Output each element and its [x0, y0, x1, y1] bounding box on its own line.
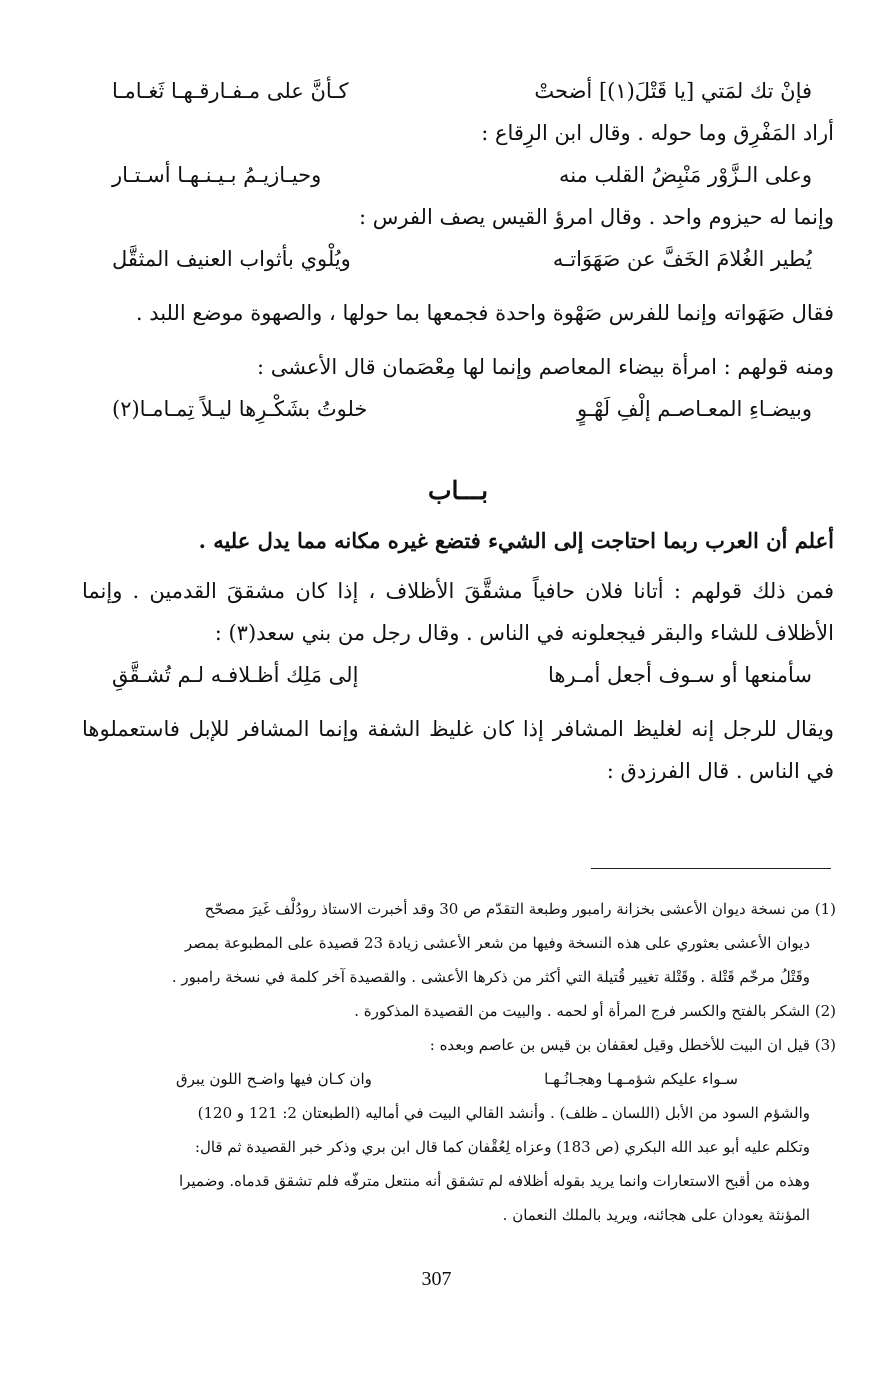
- paragraph: ويقال للرجل إنه لغليظ المشافر إذا كان غليظ الشفة وإنما المشافر للإبل فاستعملوها في الناس . قال الفرزدق :: [82, 717, 834, 783]
- verse-second-hemistich: وحيـازيـمُ بـيـنـهـا أسـتـار: [112, 163, 322, 187]
- footnote-3-line: (3) قيل ان البيت للأخطل وقيل لعقفان بن قيس بن عاصم وبعده :: [429, 1036, 836, 1054]
- footnote-verse: [84, 1062, 836, 1096]
- footnote-3-line: وتكلم عليه أبو عبد الله البكري (ص 183) وعزاه لِعُقْفان كما قال ابن بري وذكر خبر القصيدة ثم قال:: [194, 1138, 810, 1156]
- section-title: بـــاب: [427, 476, 489, 505]
- verse-first-hemistich: وبيضـاءِ المعـاصـم إلْفِ لَهْـوٍ: [576, 397, 812, 421]
- footnote-2: (2) الشكر بالفتح والكسر فرج المرأة أو لحمه . والبيت من القصيدة المذكورة .: [354, 1002, 836, 1020]
- verse-first-hemistich: سأمنعها أو سـوف أجعل أمـرها: [548, 663, 812, 687]
- footnotes: [84, 892, 836, 1232]
- verse-second-hemistich: خلوتُ بشَكْـرِها ليـلاً تِمـامـا(٢): [112, 397, 368, 421]
- main-text: [82, 70, 834, 792]
- verse-line: [82, 70, 834, 112]
- verse-first-hemistich: فإنْ تك لمَتي [يا قَتْلَ(١)] أضحتْ: [534, 79, 812, 103]
- footnote-separator: [591, 868, 831, 869]
- footnote-3-line: وهذه من أقبح الاستعارات وانما يريد بقوله أظلافه لم تشقق أنه منتعل مترفّه فلم تشقق قدماه. وضميرا: [178, 1172, 810, 1190]
- verse-second-hemistich: إلى مَلِك أظـلافـه لـم تُشـقَّقِ: [112, 663, 359, 687]
- text-line: أعلم أن العرب ربما احتاجت إلى الشيء فتضع غيره مكانه مما يدل عليه .: [198, 528, 834, 553]
- verse-first-hemistich: يُطير الغُلامَ الخَفَّ عن صَهَوَاتـه: [552, 247, 812, 271]
- page-number: 307: [421, 1268, 452, 1290]
- verse-first-hemistich: سـواء عليكم شؤمـهـا وهجـانُـهـا: [544, 1070, 738, 1088]
- footnote-3-line: المؤنثة يعودان على هجائنه، ويريد بالملك النعمان .: [502, 1206, 810, 1224]
- verse-line: [82, 238, 834, 280]
- footnote-1-line: وقَتْلُ مرخّم قَتْلة . وقَتْلة تغيير قُتيلة التي أكثر من ذكرها الأعشى . والقصيدة آخر كلمة في نسخة رامبور .: [171, 968, 810, 986]
- text-line: وإنما له حيزوم واحد . وقال امرؤ القيس يصف الفرس :: [358, 205, 834, 229]
- verse-line: [82, 388, 834, 430]
- footnote-1-line: ديوان الأعشى بعثوري على هذه النسخة وفيها من شعر الأعشى زيادة 23 قصيدة على المطبوعة بمصر: [184, 934, 810, 952]
- verse-second-hemistich: وان كـان فيها واضـح اللون يبرق: [176, 1070, 372, 1088]
- verse-first-hemistich: وعلى الـزَّوْر مَنْبِضُ القلب منه: [558, 163, 812, 187]
- verse-second-hemistich: كـأنَّ على مـفـارقـهـا ثَغـامـا: [112, 79, 349, 103]
- verse-second-hemistich: ويُلْوي بأثواب العنيف المثقَّل: [112, 247, 351, 271]
- verse-line: [82, 154, 834, 196]
- text-line: أراد المَفْرِق وما حوله . وقال ابن الرِقاع :: [481, 121, 834, 145]
- text-line: ومنه قولهم : امرأة بيضاء المعاصم وإنما لها مِعْصَمان قال الأعشى :: [256, 355, 834, 379]
- paragraph: فمن ذلك قولهم : أتانا فلان حافياً مشقَّقَ الأظلاف ، إذا كان مشققَ القدمين . وإنما الأظلاف للشاء والبقر فيجعلونه في الناس . وقال رجل من بني سعد(٣) :: [82, 579, 834, 645]
- footnote-1-line: (1) من نسخة ديوان الأعشى بخزانة رامبور وطبعة التقدّم ص 30 وقد أخبرت الاستاذ رودُلْف غَيرَ مصحّح: [204, 900, 836, 918]
- verse-line: [82, 654, 834, 696]
- paragraph: فقال صَهَواته وإنما للفرس صَهْوة واحدة فجمعها بما حولها ، والصهوة موضع اللبد .: [135, 301, 834, 325]
- footnote-3-line: والشؤم السود من الأبل (اللسان ـ ظلف) . وأنشد القالي البيت في أماليه (الطبعتان 2: 121 و 120): [197, 1104, 810, 1122]
